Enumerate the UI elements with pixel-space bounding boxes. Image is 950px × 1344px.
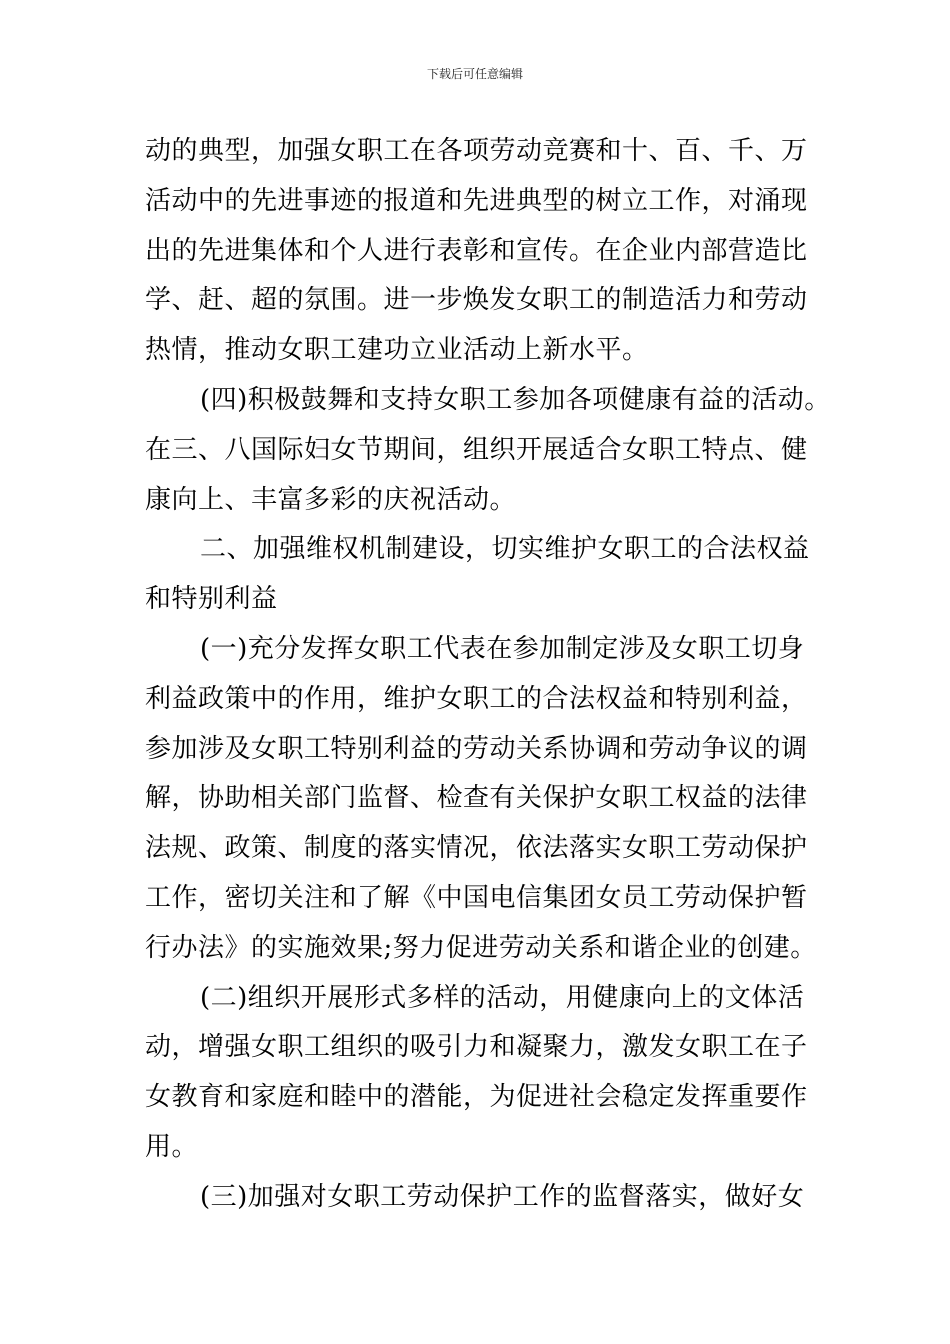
text-line: 康向上、丰富多彩的庆祝活动。 (145, 484, 517, 515)
text-line: 学、赶、超的氛围。进一步焕发女职工的制造活力和劳动 (145, 285, 808, 316)
text-line: 参加涉及女职工特别利益的劳动关系协调和劳动争议的调 (145, 733, 808, 764)
text-line: 活动中的先进事迹的报道和先进典型的树立工作，对涌现 (145, 185, 808, 216)
text-line: (一)充分发挥女职工代表在参加制定涉及女职工切身 (200, 633, 805, 664)
text-line: 工作，密切关注和了解《中国电信集团女员工劳动保护暂 (145, 882, 808, 913)
text-line: 和特别利益 (145, 584, 278, 615)
text-line: 热情，推动女职工建功立业活动上新水平。 (145, 335, 649, 366)
text-line: 二、加强维权机制建设，切实维护女职工的合法权益 (200, 534, 810, 565)
text-line: (四)积极鼓舞和支持女职工参加各项健康有益的活动。 (200, 384, 831, 415)
text-line: 行办法》的实施效果;努力促进劳动关系和谐企业的创建。 (145, 932, 817, 963)
text-line: (三)加强对女职工劳动保护工作的监督落实，做好女 (200, 1181, 805, 1212)
page-header: 下载后可任意编辑 (426, 67, 523, 81)
document-body (145, 127, 831, 1223)
text-line: 动，增强女职工组织的吸引力和凝聚力，激发女职工在子 (145, 1032, 808, 1063)
text-line: 女教育和家庭和睦中的潜能，为促进社会稳定发挥重要作 (145, 1082, 808, 1113)
text-line: 法规、政策、制度的落实情况，依法落实女职工劳动保护 (145, 833, 808, 864)
text-line: 解，协助相关部门监督、检查有关保护女职工权益的法律 (145, 783, 808, 814)
text-line: 用。 (145, 1131, 199, 1162)
text-line: 利益政策中的作用，维护女职工的合法权益和特别利益， (145, 683, 808, 714)
text-line: 动的典型，加强女职工在各项劳动竞赛和十、百、千、万 (145, 136, 808, 166)
text-line: 在三、八国际妇女节期间，组织开展适合女职工特点、健 (145, 434, 808, 465)
text-line: 出的先进集体和个人进行表彰和宣传。在企业内部营造比 (145, 235, 808, 266)
text-line: (二)组织开展形式多样的活动，用健康向上的文体活 (200, 982, 805, 1013)
